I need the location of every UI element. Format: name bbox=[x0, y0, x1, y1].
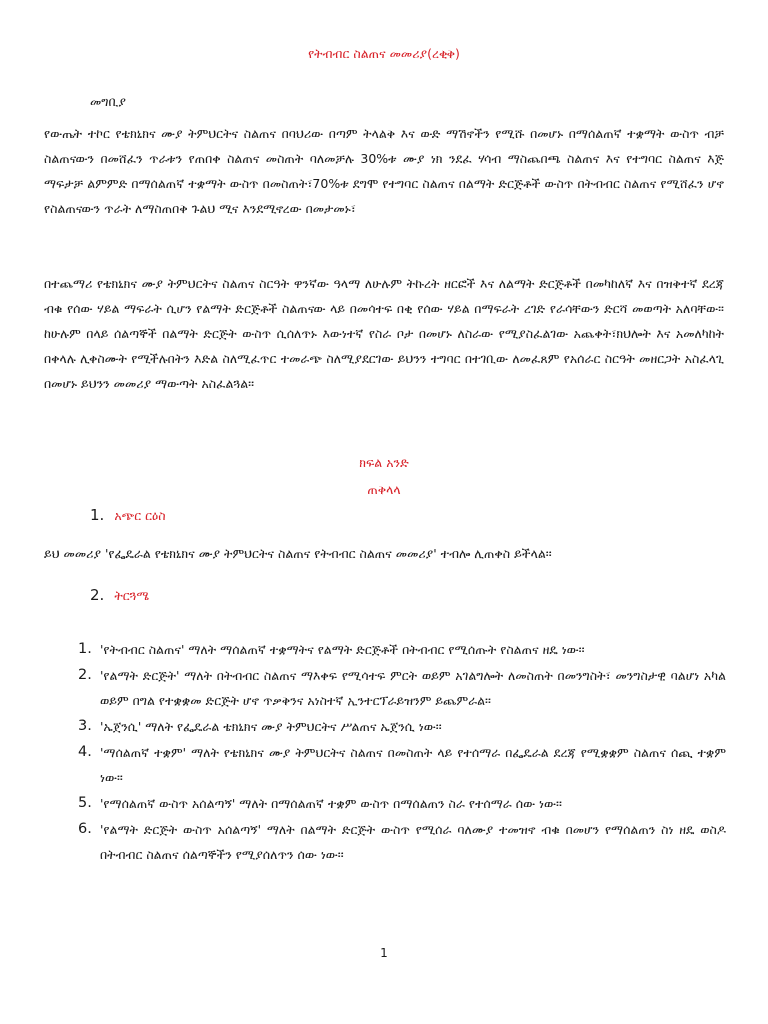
list-item bbox=[78, 663, 726, 713]
list-item bbox=[78, 791, 726, 816]
intro-paragraph-1: የውጤት ተኮር የቴክኒክና ሙያ ትምህርትና ስልጠና በባህሪው በጣም ትላልቅ እና ውድ ማሽኖችን የሚሹ በመሆኑ በማሰልጠኛ ተቋማት ውስጥ ብቻ ስልጠናውን በመሸፈን ጥራቱን የጠበቀ ስልጠና መስጠት ባለመቻሉ 30%ቱ ሙያ ነክ ንደፈ ሃሳብ ማስጨበጫ ስልጠና እና የተግባር ስልጠና እጅ ማፍታቻ ልምምድ በማሰልጠኛ ተቋማት ውስጥ በመስጠት፣70%ቱ ደግሞ የተግባር ስልጠና በልማት ድርጅቶች ውስጥ በትብብር ስልጠና የሚሸፈን ሆኖ የስልጠናውን ጥራት ለማስጠበቅ ጉልህ ሚና እንደሚኖረው በመታመኑ፣ bbox=[44, 126, 724, 216]
intro-paragraph-2: በተጨማሪ የቴክኒክና ሙያ ትምህርትና ስልጠና ስርዓት ዋንኛው ዓላማ ለሁሉም ትኩረት ዘርፎች እና ለልማት ድርጅቶች በመካከለኛ እና በዝቅተኛ ደረጃ ብቁ የሰው ሃይል ማፍራት ሲሆን የልማት ድርጅቶች ስልጠናው ላይ በመሳተፍ በቂ የሰው ሃይል በማፍራት ረገድ የራሳቸውን ድርሻ መወጣት አለባቸው፡፡ ከሁሉም በላይ ሰልጣኞች በልማት ድርጅት ውስጥ ሲሰለጥኑ እውነተኛ የስራ ቦታ በመሆኑ ለስራው የሚያስፈልገው አጨቀት፣ክህሎት እና አመለካከት በቀላሉ ሊቀስሙት የሚችሉበትን እድል ስለሚፈጥር ተመራጭ ስለሚያደርገው ይህንን ተግባር በተገቢው ለመፈጸም የአሰራር ስርዓት መዘርጋት አስፈላጊ በመሆኑ ይህንን መመሪያ ማውጣት አስፈልጓል፡፡ bbox=[44, 276, 724, 391]
section-number: 1. bbox=[90, 506, 105, 524]
section-title: አጭር ርዕስ bbox=[114, 508, 166, 523]
item-number: 1. bbox=[78, 641, 92, 657]
item-number: 6. bbox=[78, 821, 92, 837]
item-text: 'የልማት ድርጅት ውስጥ አሰልጣኝ' ማለት በልማት ድርጅት ውስጥ የሚሰራ ባለሙያ ተመዝኖ ብቁ በመሆን የማሰልጠን ስነ ዘዴ ወስዶ በትብብር ስልጠና ሰልጣኞችን የሚያሰለጥን ሰው ነው፡፡ bbox=[100, 822, 726, 862]
item-text: 'የትብብር ስልጠና' ማለት ማሰልጠኛ ተቋማትና የልማት ድርጅቶች በትብብር የሚሰጡት የስልጠና ዘዴ ነው፡፡ bbox=[100, 642, 585, 657]
section-title: ትርጓሜ bbox=[114, 588, 150, 603]
section-number: 2. bbox=[90, 586, 105, 604]
section-heading-definitions bbox=[90, 586, 149, 604]
list-item bbox=[78, 714, 726, 739]
short-title-text: ይህ መመሪያ 'የፌዴራል የቴክኒክና ሙያ ትምህርትና ስልጠና የትብብር ስልጠና መመሪያ' ተብሎ ሊጠቀስ ይችላል፡፡ bbox=[44, 546, 552, 561]
list-item bbox=[78, 637, 726, 662]
item-text: 'ኤጀንሲ' ማለት የፌዴራል ቴክኒክና ሙያ ትምህርትና ሥልጠና ኤጀንሲ ነው፡፡ bbox=[100, 719, 442, 734]
item-text: 'ማሰልጠኛ ተቋም' ማለት የቴክኒክና ሙያ ትምህርትና ስልጠና በመስጠት ላይ የተሰማራ በፌዴራል ደረጃ የሚቋቋም ስልጠና ሰጪ ተቋም ነው፡፡ bbox=[100, 745, 726, 785]
general-heading: ጠቅላላ bbox=[367, 482, 401, 497]
item-number: 2. bbox=[78, 667, 92, 683]
intro-heading: መግቢያ bbox=[90, 94, 126, 109]
list-item bbox=[78, 740, 726, 790]
item-text: 'የልማት ድርጅት' ማለት በትብብር ስልጠና ማእቀፍ የሚሳተፍ ምርት ወይም አገልግሎት ለመስጠት በመንግስት፣ መንግስታዊ ባልሆነ አካል ወይም በግል የተቋቋመ ድርጅት ሆኖ ጥቃቅንና አነስተኛ ኢንተርፕራይዝንም ይጨምራል፡፡ bbox=[100, 668, 726, 708]
definitions-list bbox=[78, 637, 726, 868]
item-text: 'የማሰልጠኛ ውስጥ አሰልጣኝ' ማለት በማሰልጠኛ ተቋም ውስጥ በማሰልጠን ስራ የተሰማራ ሰው ነው፡፡ bbox=[100, 796, 562, 811]
item-number: 4. bbox=[78, 744, 92, 760]
document-title: የትብብር ስልጠና መመሪያ(ረቂቅ) bbox=[308, 46, 460, 61]
page-number: 1 bbox=[380, 946, 388, 960]
list-item bbox=[78, 817, 726, 867]
item-number: 3. bbox=[78, 718, 92, 734]
part-heading: ክፍል አንድ bbox=[359, 455, 409, 470]
section-heading-short-title bbox=[90, 506, 166, 524]
item-number: 5. bbox=[78, 795, 92, 811]
